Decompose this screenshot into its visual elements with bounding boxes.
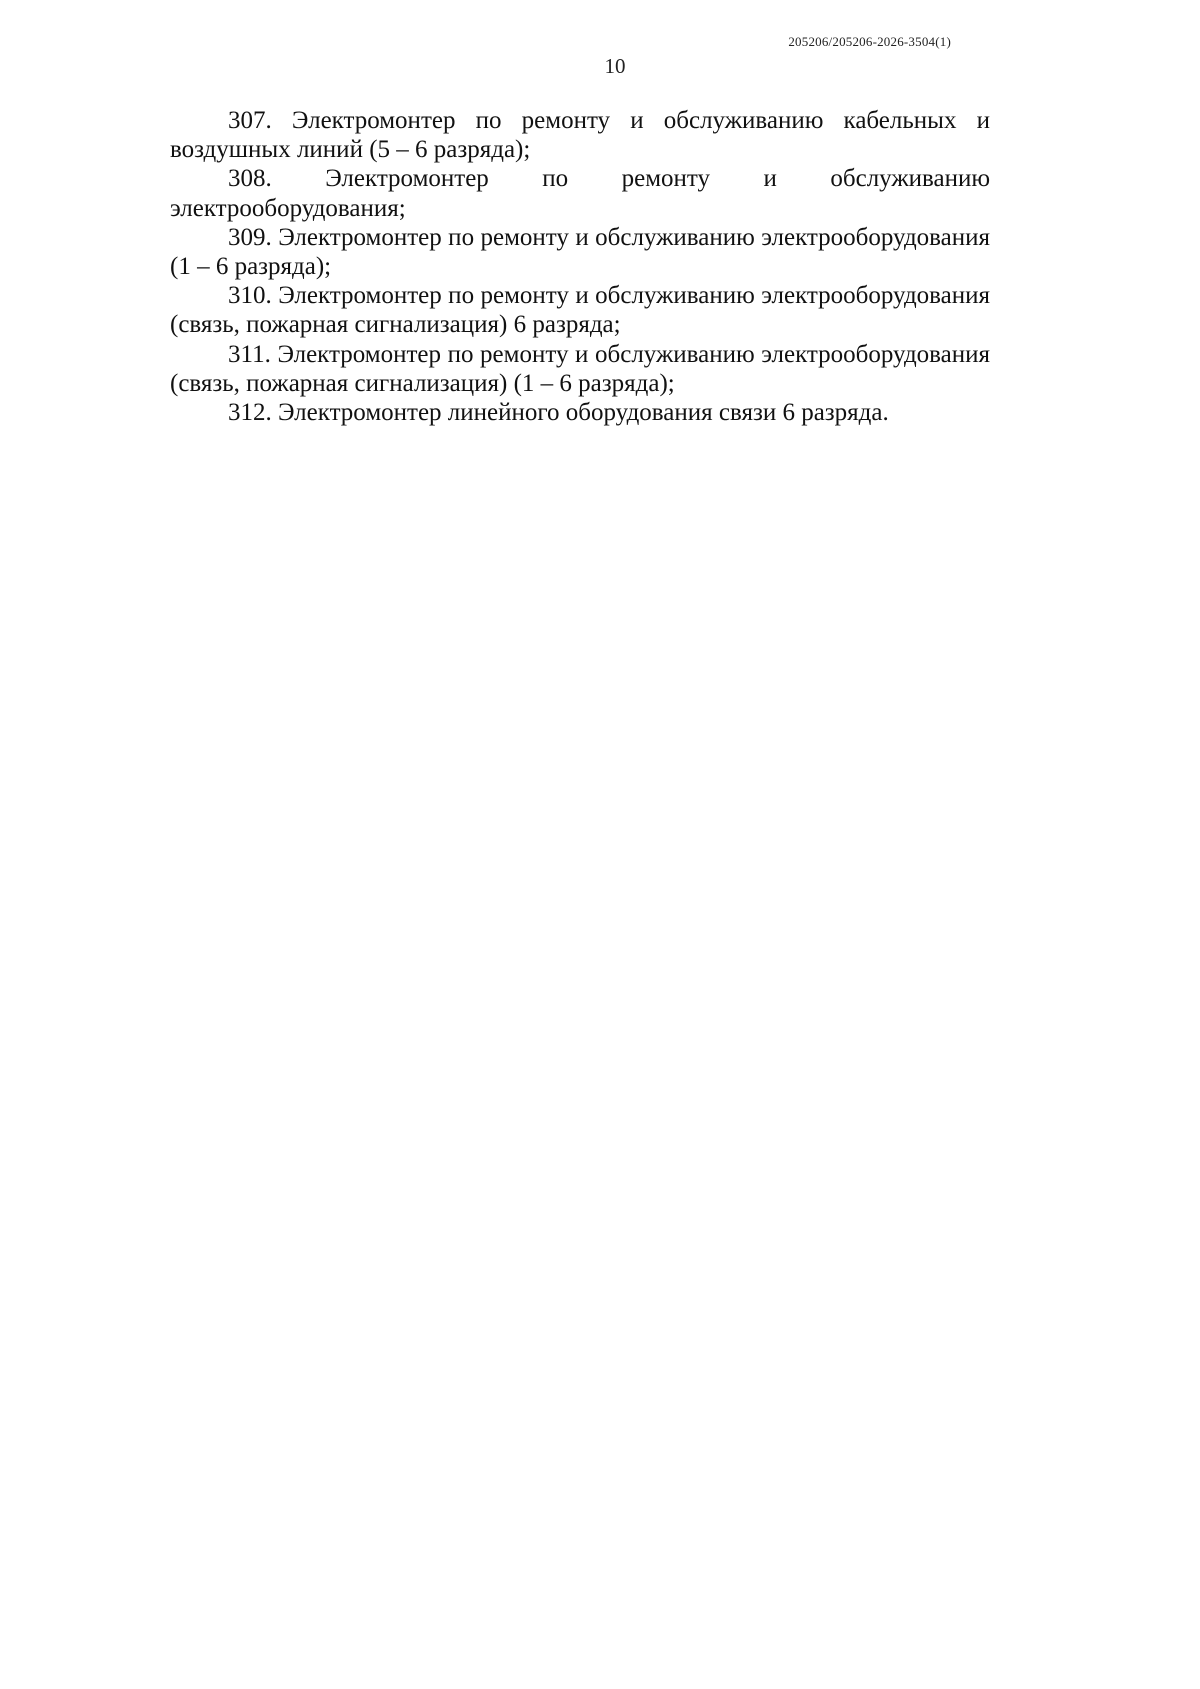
item-text: Электромонтер по ремонту и обслуживанию электрооборудования (связь, пожарная сигнализация) (1 – 6 разряда); xyxy=(170,340,990,397)
page-number: 10 xyxy=(604,54,626,78)
item-text: Электромонтер по ремонту и обслуживанию кабельных и воздушных линий (5 – 6 разряда); xyxy=(170,107,991,164)
item-number: 312. xyxy=(228,399,272,427)
item-number: 309. xyxy=(228,223,272,251)
item-number: 311. xyxy=(228,340,271,368)
item-number: 308. xyxy=(228,165,272,193)
item-number: 307. xyxy=(228,107,272,134)
document-body xyxy=(170,106,990,427)
list-item-309 xyxy=(170,223,990,281)
item-text: Электромонтер линейного оборудования связи 6 разряда. xyxy=(278,399,889,427)
item-text: Электромонтер по ремонту и обслуживанию электрооборудования; xyxy=(170,165,991,222)
item-number: 310. xyxy=(228,282,272,310)
document-code: 205206/205206-2026-3504(1) xyxy=(788,34,951,49)
list-item-308 xyxy=(170,164,990,222)
list-item-311 xyxy=(170,340,990,398)
list-item-310 xyxy=(170,281,990,339)
item-text: Электромонтер по ремонту и обслуживанию электрооборудования (1 – 6 разряда); xyxy=(170,223,990,281)
list-item-307 xyxy=(170,106,990,164)
list-item-312 xyxy=(170,398,990,427)
item-text: Электромонтер по ремонту и обслуживанию электрооборудования (связь, пожарная сигнализация) 6 разряда; xyxy=(170,282,990,339)
